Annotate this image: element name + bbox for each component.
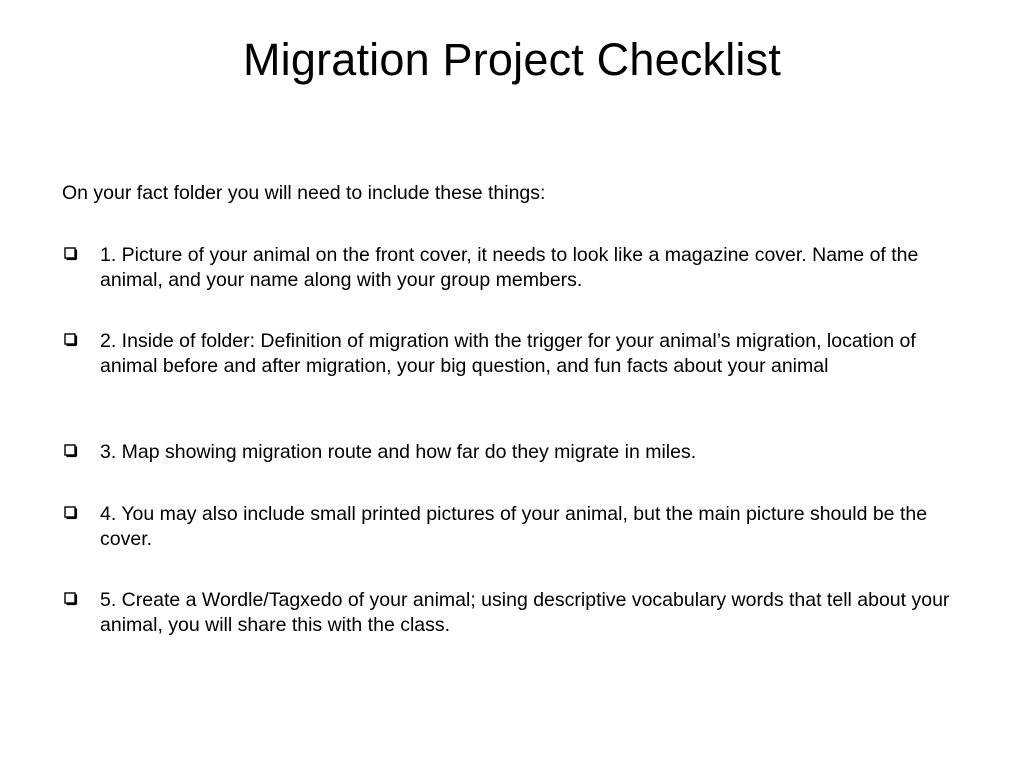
checkbox-icon (64, 592, 78, 606)
checkbox-icon (64, 333, 78, 347)
checklist-item (64, 243, 969, 293)
page-title: Migration Project Checklist (242, 34, 782, 85)
checklist-item-text: 1. Picture of your animal on the front cover, it needs to look like a magazine cover. Name of the animal, and your name along with your group members. (100, 244, 919, 291)
checklist-item-text: 3. Map showing migration route and how far do they migrate in miles. (100, 441, 697, 463)
checklist-item (64, 502, 969, 552)
intro-text: On your fact folder you will need to include these things: (62, 182, 546, 204)
checkbox-icon (64, 444, 78, 458)
checklist-item-text: 4. You may also include small printed pictures of your animal, but the main picture should be the cover. (100, 503, 928, 550)
checklist-item (64, 440, 969, 465)
checklist-item-text: 5. Create a Wordle/Tagxedo of your animal; using descriptive vocabulary words that tell about your animal, you will share this with the class. (100, 589, 950, 636)
checklist-item (64, 588, 969, 638)
checkbox-icon (64, 247, 78, 261)
checklist-item-text: 2. Inside of folder: Definition of migration with the trigger for your animal’s migration, location of animal before and after migration, your big question, and fun facts about your animal (100, 330, 916, 377)
checklist-item (64, 329, 969, 379)
checkbox-icon (64, 506, 78, 520)
